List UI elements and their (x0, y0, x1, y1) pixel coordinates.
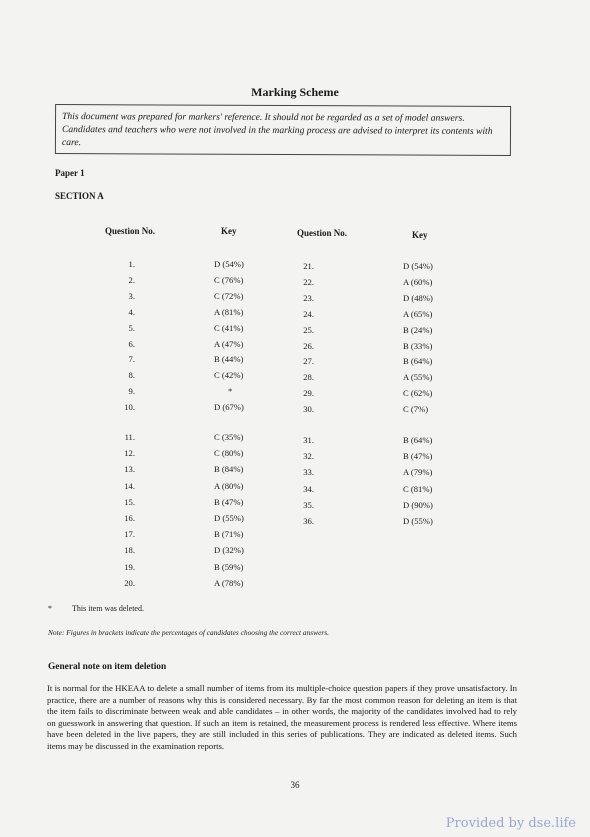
answer-key: D (54%) (214, 259, 244, 269)
source-credit: Provided by dse.life (445, 816, 576, 831)
disclaimer-box: This document was prepared for markers' reference. It should not be regarded as a set of model answers. Candidates and teachers who were not involved in the marking process are advised to interpret its contents with care. (55, 104, 511, 156)
answer-key: B (84%) (214, 464, 244, 475)
answer-key: A (81%) (214, 306, 244, 317)
question-number: 23. (303, 292, 314, 303)
question-number: 17. (124, 529, 135, 540)
answer-key: C (80%) (214, 448, 244, 459)
question-number: 5. (128, 322, 135, 333)
answer-key: D (55%) (403, 516, 433, 526)
answer-key: A (47%) (214, 338, 244, 349)
answer-key: B (64%) (403, 356, 433, 367)
answer-key: C (72%) (214, 290, 244, 301)
answer-key: D (32%) (214, 545, 244, 556)
question-number: 31. (303, 435, 314, 445)
paper-label: Paper 1 (55, 168, 85, 178)
question-number: 29. (303, 388, 314, 399)
question-number: 9. (128, 386, 135, 397)
answer-key: A (79%) (403, 467, 433, 478)
answer-key: D (55%) (214, 513, 244, 523)
question-number: 33. (303, 467, 314, 478)
question-number: 4. (128, 306, 135, 317)
question-number: 19. (124, 561, 135, 572)
answer-key: D (67%) (214, 402, 244, 413)
answer-key: A (78%) (214, 577, 244, 588)
page-number: 36 (290, 780, 300, 790)
deleted-note-text: This item was deleted. (72, 604, 144, 613)
answer-key: A (80%) (214, 480, 244, 491)
question-number: 30. (303, 404, 314, 415)
left-question-header: Question No. (105, 226, 156, 236)
question-number: 7. (128, 354, 135, 365)
question-number: 12. (124, 448, 135, 459)
question-number: 2. (128, 274, 135, 285)
question-number: 26. (303, 340, 314, 351)
question-number: 34. (303, 483, 314, 494)
deleted-symbol: * (48, 604, 52, 613)
answer-key: B (44%) (214, 354, 244, 365)
deleted-item-marker: * (228, 386, 233, 397)
right-question-header: Question No. (297, 228, 348, 238)
answer-key: D (90%) (403, 499, 433, 510)
question-number: 32. (303, 451, 314, 462)
question-number: 25. (303, 324, 314, 335)
answer-key: C (35%) (214, 432, 244, 442)
question-number: 36. (303, 516, 314, 526)
answer-key: C (7%) (403, 404, 429, 415)
answer-key: C (42%) (214, 370, 244, 381)
general-note-body: It is normal for the HKEAA to delete a small number of items from its multiple-choice question papers if they prove unsatisfactory. In practice, there are a number of reasons why this is considered necessary. By far the most common reason for deleting an item is that the item fails to discriminate between weak and able candidates – in other words, the majority of the candidates involved had to rely on guesswork in answering that question. If such an item is retained, the measurement process is rendered less effective. Where items have been deleted in the live papers, they are still included in this series of publications. They are indicated as deleted items. Such items may be discussed in the examination reports. (47, 683, 517, 751)
answer-key: D (48%) (403, 292, 433, 303)
answer-key: B (24%) (403, 324, 433, 335)
question-number: 13. (124, 464, 135, 475)
question-number: 22. (303, 276, 314, 287)
question-number: 20. (124, 577, 135, 588)
question-number: 11. (124, 432, 135, 442)
question-number: 28. (303, 372, 314, 383)
answer-key: C (81%) (403, 483, 433, 494)
answer-key: B (47%) (214, 496, 244, 507)
section-label: SECTION A (55, 191, 104, 201)
question-number: 21. (303, 261, 314, 271)
general-note-title: General note on item deletion (48, 662, 167, 672)
left-key-header: Key (221, 226, 237, 236)
answer-key: B (47%) (403, 451, 433, 462)
answer-key: C (62%) (403, 388, 433, 399)
answer-key: D (54%) (403, 261, 433, 271)
answer-key: A (60%) (403, 276, 433, 287)
question-number: 18. (124, 545, 135, 556)
answer-key: B (71%) (214, 529, 244, 540)
answer-key: C (41%) (214, 322, 244, 333)
question-number: 24. (303, 308, 314, 319)
answer-key: A (55%) (403, 372, 433, 383)
answer-key: B (33%) (403, 340, 433, 351)
deleted-item-note (48, 604, 144, 613)
question-number: 10. (124, 402, 135, 413)
answer-key: C (76%) (214, 274, 244, 285)
question-number: 3. (128, 290, 135, 301)
right-key-header: Key (412, 230, 428, 240)
question-number: 8. (128, 370, 135, 381)
question-number: 1. (128, 259, 135, 269)
question-number: 14. (124, 480, 135, 491)
answer-key: B (64%) (403, 435, 433, 445)
percentages-note: Note: Figures in brackets indicate the percentages of candidates choosing the correct answers. (48, 628, 329, 637)
answer-key: A (65%) (403, 308, 433, 319)
page-title: Marking Scheme (251, 85, 339, 99)
question-number: 16. (124, 513, 135, 523)
answer-key: B (59%) (214, 561, 244, 572)
question-number: 35. (303, 499, 314, 510)
question-number: 27. (303, 356, 314, 367)
question-number: 6. (128, 338, 135, 349)
question-number: 15. (124, 496, 135, 507)
